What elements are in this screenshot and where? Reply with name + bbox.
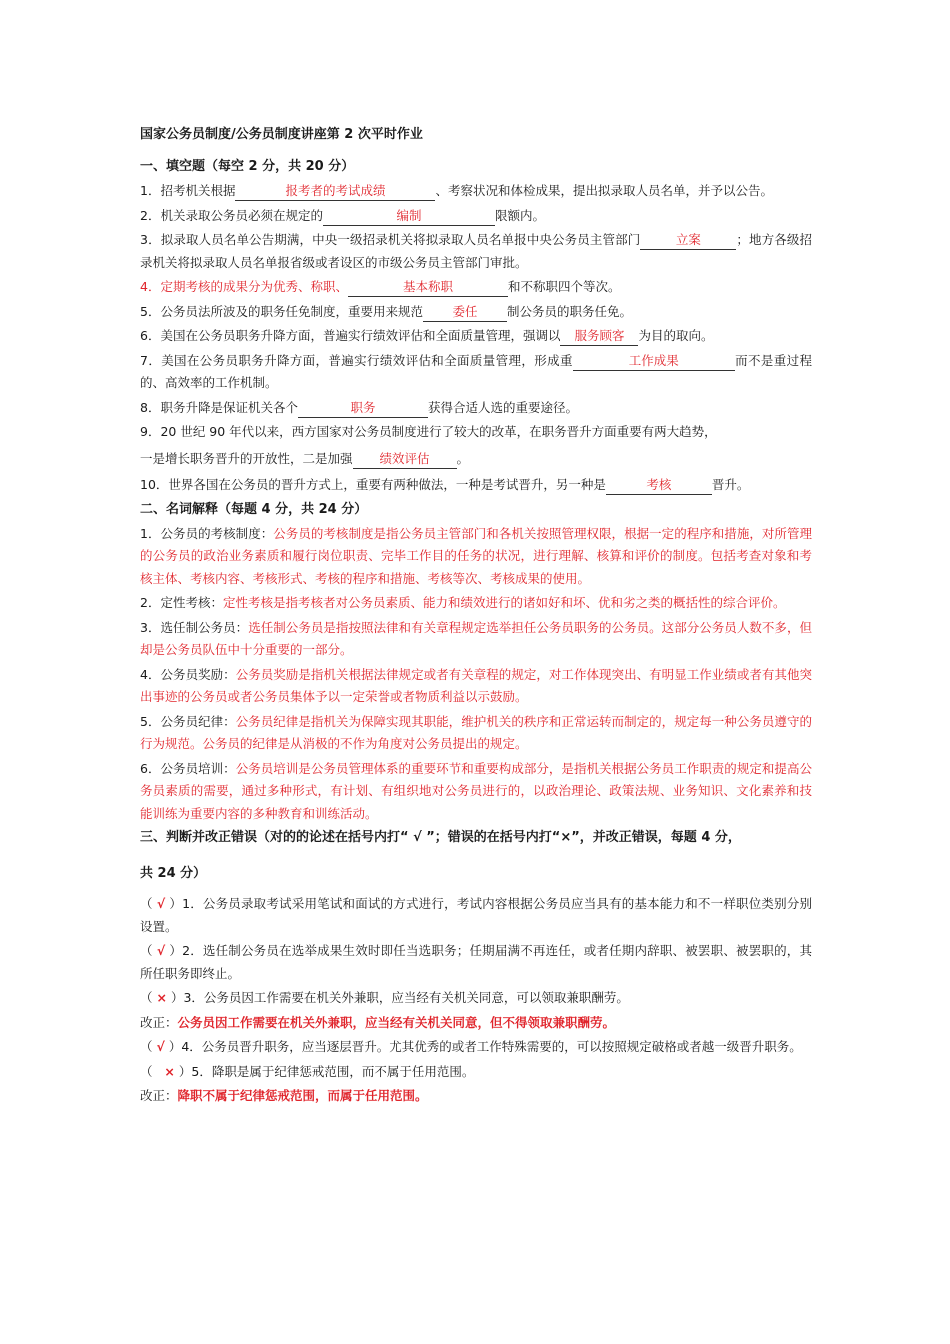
cross-mark: × [164, 1063, 175, 1079]
term-label: 3．选任制公务员： [140, 619, 249, 635]
term-item-5 [140, 711, 812, 756]
fill-item-2: 2．机关录取公务员必须在规定的 编制 限额内。 [140, 205, 812, 228]
fill-item-6: 6．美国在公务员职务升降方面，普遍实行绩效评估和全面质量管理，强调以 服务顾客 为目的取向。 [140, 325, 812, 348]
answer-blank: 基本称职 [348, 278, 508, 297]
check-mark: √ [156, 943, 166, 958]
judge-item-3: （ × ）3．公务员因工作需要在机关外兼职，应当经有关机关同意，可以领取兼职酬劳。 [140, 990, 629, 1005]
fill-item-4: 4．定期考核的成果分为优秀、称职、 基本称职 和不称职四个等次。 [140, 276, 812, 299]
answer-blank: 服务顾客 [560, 327, 638, 346]
judge-item-5: （ × ）5．降职是属于纪律惩戒范围，而不属于任用范围。 [140, 1063, 475, 1079]
judge-item-4: （ √ ）4．公务员晋升职务，应当逐层晋升。尤其优秀的或者工作特殊需要的，可以按照规定破格或者越一级晋升职务。 [140, 1039, 802, 1054]
document-page [140, 124, 812, 1110]
term-label: 6．公务员培训： [140, 760, 236, 776]
term-label: 2．定性考核： [140, 595, 223, 610]
term-definition: 公务员的考核制度是指公务员主管部门和各机关按照管理权限，根据一定的程序和措施，对所管理的公务员的政治业务素质和履行岗位职责、完毕工作目的任务的状况，进行理解、核算和评价的制度。包括考查对象和考核主体、考核内容、考核形式、考核的程序和措施、考核等次、考核成果的使用。 [140, 525, 812, 586]
answer-blank: 报考者的考试成绩 [235, 182, 435, 201]
fill-item-3: 3．拟录取人员名单公告期满，中央一级招录机关将拟录取人员名单报中央公务员主管部门 立案 ；地方各级招录机关将拟录取人员名单报省级或者设区的市级公务员主管部门审批。 [140, 232, 812, 270]
fill-item-5: 5．公务员法所波及的职务任免制度，重要用来规范 委任 制公务员的职务任免。 [140, 301, 812, 324]
correction-3: 改正：公务员因工作需要在机关外兼职，应当经有关机关同意，但不得领取兼职酬劳。 [140, 1014, 616, 1030]
section-2-heading: 二、名词解释（每题 4 分，共 24 分） [140, 501, 368, 517]
term-item-6 [140, 758, 812, 826]
check-mark: √ [156, 1039, 165, 1054]
term-definition: 公务员奖励是指机关根据法律规定或者有关章程的规定，对工作体现突出、有明显工作业绩或者有其他突出事迹的公务员或者公务员集体予以一定荣誉或者物质利益以示鼓励。 [140, 666, 812, 704]
term-item-4 [140, 664, 812, 709]
fill-item-8: 8．职务升降是保证机关各个 职务 获得合适人选的重要途径。 [140, 397, 812, 420]
document-title: 国家公务员制度/公务员制度讲座第 2 次平时作业 [140, 127, 423, 142]
section-3-heading-cont: 共 24 分） [140, 866, 207, 881]
answer-blank: 立案 [640, 231, 736, 250]
term-definition: 选任制公务员是指按照法律和有关章程规定选举担任公务员职务的公务员。这部分公务员人数不多，但却是公务员队伍中十分重要的一部分。 [140, 619, 812, 657]
answer-blank: 工作成果 [573, 352, 735, 371]
term-definition: 公务员纪律是指机关为保障实现其职能，维护机关的秩序和正常运转而制定的，规定每一种公务员遵守的行为规范。公务员的纪律是从消极的不作为角度对公务员提出的规定。 [140, 713, 812, 751]
term-item-1 [140, 523, 812, 591]
fill-item-9-cont: 一是增长职务晋升的开放性，二是加强 绩效评估 。 [140, 448, 812, 471]
check-mark: √ [156, 896, 166, 911]
term-label: 1．公务员的考核制度： [140, 525, 274, 541]
correction-5: 改正：降职不属于纪律惩戒范围，而属于任用范围。 [140, 1088, 428, 1103]
term-label: 4．公务员奖励： [140, 666, 236, 682]
fill-item-7: 7．美国在公务员职务升降方面，普遍实行绩效评估和全面质量管理，形成重 工作成果 而不是重过程的、高效率的工作机制。 [140, 352, 812, 390]
term-item-3 [140, 617, 812, 662]
fill-item-1: 1．招考机关根据 报考者的考试成绩 、考察状况和体检成果，提出拟录取人员名单，并予以公告。 [140, 180, 812, 203]
answer-blank: 考核 [606, 476, 712, 495]
term-item-2 [140, 592, 812, 615]
answer-blank: 编制 [323, 207, 495, 226]
answer-blank: 职务 [298, 399, 428, 418]
term-definition: 公务员培训是公务员管理体系的重要环节和重要构成部分，是指机关根据公务员工作职责的规定和提高公务员素质的需要，通过多种形式，有计划、有组织地对公务员进行的，以政治理论、政策法规、业务知识、文化素养和技能训练为重要内容的多种教育和训练活动。 [140, 760, 812, 821]
judge-item-2: （ √ ）2．选任制公务员在选举成果生效时即任当选职务；任期届满不再连任，或者任期内辞职、被罢职、被罢职的，其所任职务即终止。 [140, 943, 812, 981]
section-1-heading: 一、填空题（每空 2 分，共 20 分） [140, 159, 355, 174]
fill-item-9: 9．20 世纪 90 年代以来，西方国家对公务员制度进行了较大的改革，在职务晋升方面重要有两大趋势， [140, 424, 717, 439]
fill-item-10: 10．世界各国在公务员的晋升方式上，重要有两种做法，一种是考试晋升，另一种是 考核 晋升。 [140, 474, 812, 497]
section-3-heading: 三、判断并改正错误（对的的论述在括号内打“ √ ”；错误的在括号内打“×”，并改正错误，每题 4 分， [140, 830, 741, 845]
answer-blank: 委任 [423, 303, 507, 322]
answer-blank: 绩效评估 [353, 450, 457, 469]
judge-item-1: （ √ ）1．公务员录取考试采用笔试和面试的方式进行，考试内容根据公务员应当具有的基本能力和不一样职位类别分别设置。 [140, 896, 812, 934]
term-label: 5．公务员纪律： [140, 713, 236, 729]
term-definition: 定性考核是指考核者对公务员素质、能力和绩效进行的诸如好和坏、优和劣之类的概括性的综合评价。 [222, 595, 786, 610]
cross-mark: × [156, 990, 167, 1005]
